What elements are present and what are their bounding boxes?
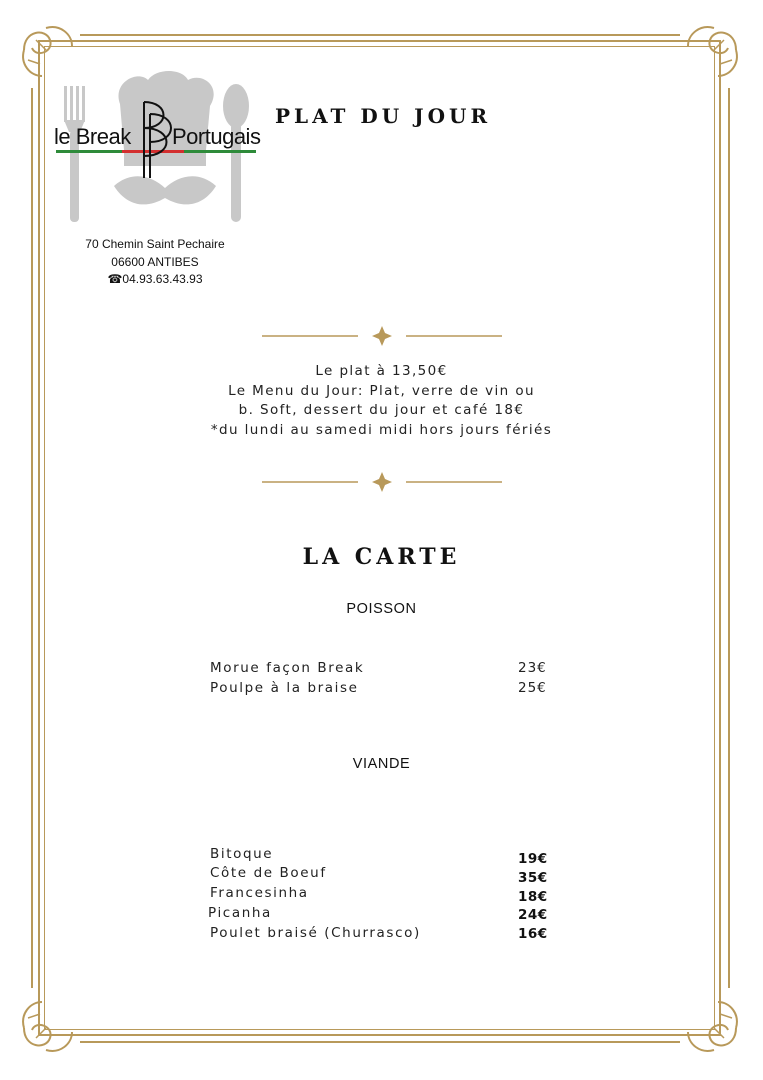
menu-item-price: 23€ xyxy=(518,660,547,676)
address-phone: ☎04.93.63.43.93 xyxy=(107,272,203,286)
menu-item-name: Bitoque xyxy=(210,846,274,862)
daily-line-1: Le plat à 13,50€ xyxy=(315,363,448,379)
daily-menu-text xyxy=(0,362,763,440)
chef-logo-graphic xyxy=(52,66,262,236)
section-title-poisson: POISSON xyxy=(346,601,417,617)
frame-line-left xyxy=(31,88,33,988)
section-title-viande: VIANDE xyxy=(352,756,411,772)
menu-item-name: Côte de Boeuf xyxy=(210,865,327,881)
frame-line-top xyxy=(80,34,680,36)
menu-item-name: Poulet braisé (Churrasco) xyxy=(210,925,421,941)
corner-ornament-bottom-right xyxy=(682,996,744,1058)
corner-ornament-top-right xyxy=(682,20,744,82)
gold-divider-top xyxy=(262,326,502,346)
daily-line-2: Le Menu du Jour: Plat, verre de vin ou xyxy=(228,382,535,399)
logo-text-le-break: le Break xyxy=(54,124,131,149)
menu-item-name: Poulpe à la braise xyxy=(210,680,359,696)
daily-line-4: *du lundi au samedi midi hors jours fériés xyxy=(210,421,553,438)
menu-item-name: Francesinha xyxy=(210,885,309,901)
daily-line-3: b. Soft, dessert du jour et café 18€ xyxy=(238,402,525,418)
corner-ornament-bottom-left xyxy=(16,996,78,1058)
address-street: 70 Chemin Saint Pechaire xyxy=(85,237,225,251)
address-city: 06600 ANTIBES xyxy=(111,255,199,269)
logo-text-portugais: Portugais xyxy=(172,124,261,149)
la-carte-title: LA CARTE xyxy=(302,544,461,570)
frame-line-bottom xyxy=(80,1041,680,1043)
menu-item-price: 25€ xyxy=(518,680,547,696)
menu-item-price: 16€ xyxy=(518,926,548,942)
restaurant-logo xyxy=(52,66,262,236)
menu-item-name: Picanha xyxy=(208,905,272,921)
gold-divider-bottom xyxy=(262,472,502,492)
plat-du-jour-title: PLAT DU JOUR xyxy=(275,104,492,128)
menu-item-price: 24€ xyxy=(518,907,548,923)
menu-item-price: 18€ xyxy=(518,889,548,905)
menu-item-price: 35€ xyxy=(518,870,548,886)
menu-item-name: Morue façon Break xyxy=(210,660,365,676)
menu-item-price: 19€ xyxy=(518,851,548,867)
frame-line-right xyxy=(728,88,730,988)
